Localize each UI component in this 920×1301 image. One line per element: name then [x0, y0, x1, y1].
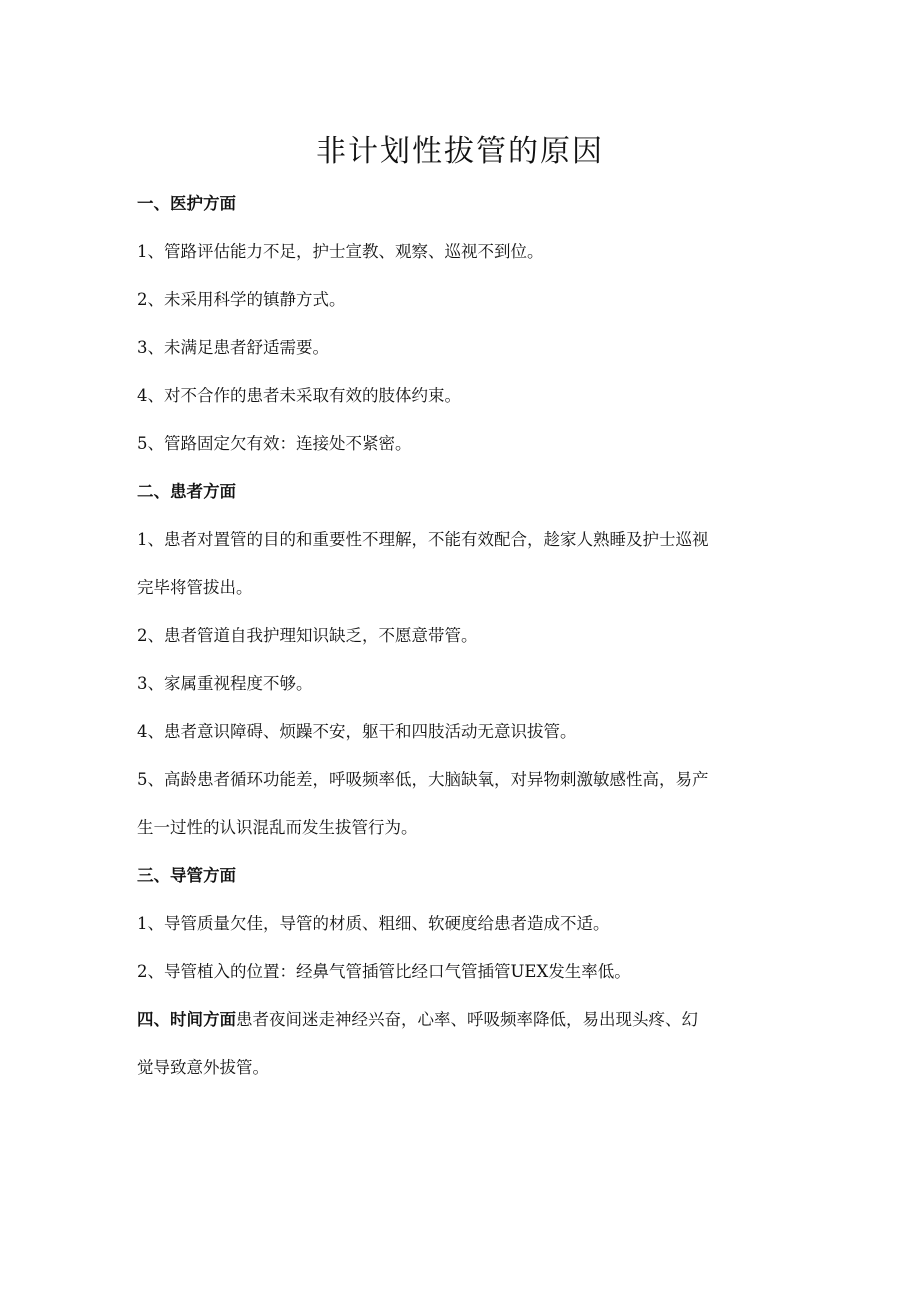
- list-item: 1、患者对置管的目的和重要性不理解，不能有效配合，趁家人熟睡及护士巡视: [137, 530, 709, 549]
- list-item: 2、导管植入的位置：经鼻气管插管比经口气管插管UEX发生率低。: [137, 962, 631, 981]
- list-item: 5、管路固定欠有效：连接处不紧密。: [137, 434, 412, 453]
- section-heading-catheter: 三、导管方面: [137, 866, 236, 885]
- list-item: 2、未采用科学的镇静方式。: [137, 290, 346, 309]
- list-item: 1、导管质量欠佳，导管的材质、粗细、软硬度给患者造成不适。: [137, 914, 610, 933]
- section-time-text: 患者夜间迷走神经兴奋，心率、呼吸频率降低，易出现头疼、幻: [236, 1010, 698, 1029]
- section-time-paragraph: [137, 996, 785, 1044]
- document-title: 非计划性拔管的原因: [316, 134, 604, 169]
- list-item-continuation: 生一过性的认识混乱而发生拔管行为。: [137, 818, 418, 837]
- list-item: 3、未满足患者舒适需要。: [137, 338, 329, 357]
- list-item: 4、对不合作的患者未采取有效的肢体约束。: [137, 386, 461, 405]
- list-item: 3、家属重视程度不够。: [137, 674, 313, 693]
- document-body: [137, 180, 785, 1092]
- list-item: 5、高龄患者循环功能差，呼吸频率低，大脑缺氧，对异物刺激敏感性高，易产: [137, 770, 709, 789]
- list-item: 4、患者意识障碍、烦躁不安，躯干和四肢活动无意识拔管。: [137, 722, 577, 741]
- section-heading-time: 四、时间方面: [137, 1010, 236, 1029]
- list-item-continuation: 完毕将管拔出。: [137, 578, 253, 597]
- section-heading-patient: 二、患者方面: [137, 482, 236, 501]
- section-time-continuation: 觉导致意外拔管。: [137, 1058, 269, 1077]
- list-item: 1、管路评估能力不足，护士宣教、观察、巡视不到位。: [137, 242, 544, 261]
- list-item: 2、患者管道自我护理知识缺乏，不愿意带管。: [137, 626, 478, 645]
- section-heading-medical: 一、医护方面: [137, 194, 236, 213]
